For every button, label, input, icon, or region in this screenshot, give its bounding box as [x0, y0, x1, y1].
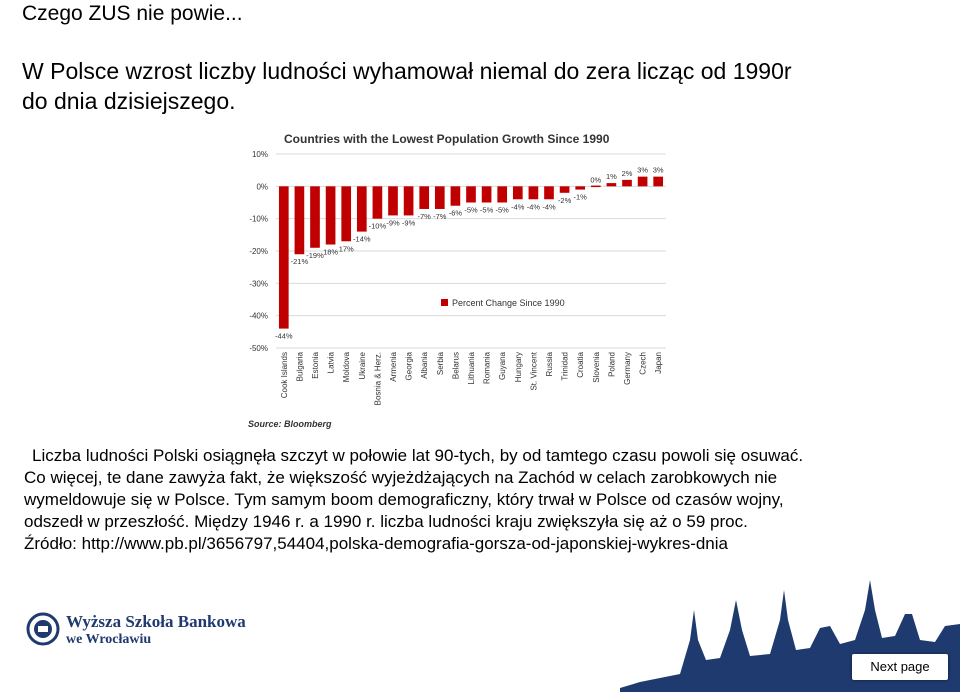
bar-value-label: -14% — [353, 234, 371, 244]
x-tick-label: Japan — [654, 352, 664, 374]
bar-value-label: -2% — [557, 195, 572, 205]
x-tick-label: Lithuania — [467, 352, 476, 385]
body-text — [24, 445, 944, 555]
bar-value-label: -4% — [526, 202, 541, 212]
bar-czech — [638, 177, 648, 187]
x-tick-label: Serbia — [435, 352, 445, 376]
x-axis-tick-labels — [280, 351, 663, 405]
bar-value-label: -4% — [511, 202, 525, 212]
x-tick-label: Slovenia — [591, 352, 601, 383]
body-line-5: Źródło: http://www.pb.pl/3656797,54404,polska-demografia-gorsza-od-japonskiej-wykres-dnia — [24, 534, 728, 553]
bar-guyana — [497, 186, 507, 202]
x-tick-label: St. Vincent — [529, 352, 539, 391]
y-tick-label: 0% — [256, 182, 268, 192]
bar-value-label: -9% — [386, 218, 400, 228]
y-tick-label: -10% — [249, 214, 268, 224]
x-tick-label: Croatia — [576, 352, 586, 378]
x-tick-label: Belarus — [451, 352, 461, 380]
x-tick-label: Hungary — [513, 352, 523, 383]
x-tick-label: Trinidad — [560, 352, 570, 381]
bar-poland — [607, 183, 617, 186]
y-tick-label: -30% — [249, 279, 268, 289]
x-tick-label: Cook Islands — [279, 352, 289, 399]
bar-albania — [419, 186, 429, 209]
bar-ukraine — [357, 186, 367, 231]
bar-estonia — [310, 186, 320, 247]
x-tick-label: Germany — [623, 352, 632, 385]
chart-source: Source: Bloomberg — [248, 419, 332, 429]
body-line-2: Co więcej, te dane zawyża fakt, że większość wyjeżdżających na Zachód w celach zarobkowych nie — [24, 468, 778, 487]
lead-line-2: do dnia dzisiejszego. — [22, 88, 236, 114]
legend-label: Percent Change Since 1990 — [452, 298, 565, 308]
bar-value-label: -4% — [542, 202, 556, 212]
y-tick-label: 10% — [251, 150, 268, 159]
bar-value-label: 2% — [621, 168, 633, 178]
bar-st-vincent — [529, 186, 539, 199]
next-page-button[interactable]: Next page — [852, 654, 948, 680]
body-line-4: odszedł w przeszłość. Między 1946 r. a 1990 r. liczba ludności kraju zwiększyła się aż o 59 proc. — [24, 512, 748, 531]
x-tick-label: Russia — [545, 352, 554, 377]
x-tick-label: Bulgaria — [295, 352, 305, 382]
bar-value-label: -21% — [290, 257, 309, 267]
lead-text — [22, 56, 942, 116]
x-tick-label: Armenia — [389, 352, 398, 382]
bar-value-label: -9% — [401, 218, 416, 228]
x-tick-label: Bosnia & Herz. — [373, 352, 383, 406]
bar-value-label: 1% — [605, 172, 617, 182]
x-tick-label: Poland — [607, 352, 617, 377]
bar-value-label: -44% — [275, 331, 293, 341]
bar-value-label: -10% — [368, 221, 387, 231]
bar-georgia — [404, 186, 414, 215]
x-tick-label: Georgia — [404, 352, 414, 381]
x-tick-label: Czech — [638, 352, 648, 375]
bar-lithuania — [466, 186, 476, 202]
bar-trinidad — [560, 186, 570, 192]
bar-belarus — [451, 186, 461, 205]
university-emblem-icon — [26, 612, 60, 646]
x-tick-label: Ukraine — [357, 352, 367, 380]
bar-russia — [544, 186, 554, 199]
university-logo — [26, 608, 256, 656]
bar-value-label: -7% — [433, 211, 447, 221]
logo-line-2: we Wrocławiu — [66, 632, 152, 647]
bar-slovenia — [591, 186, 601, 188]
bar-value-label: 3% — [652, 165, 664, 175]
bar-bulgaria — [295, 186, 305, 254]
y-tick-label: -20% — [249, 247, 268, 256]
bar-value-label: -19% — [306, 250, 324, 260]
body-line-3: wymeldowuje się w Polsce. Tym samym boom demograficzny, który trwał w Polsce od czasów wojny, — [24, 490, 784, 509]
population-growth-chart — [238, 128, 678, 433]
bar-bosnia-herz- — [373, 186, 383, 218]
bar-cook-islands — [279, 186, 289, 328]
body-line-1: Liczba ludności Polski osiągnęła szczyt w połowie lat 90-tych, by od tamtego czasu powoli się osuwać. — [32, 446, 804, 465]
bar-value-label: -5% — [479, 205, 494, 215]
bar-serbia — [435, 186, 445, 209]
y-axis-tick-labels — [249, 150, 268, 353]
bar-value-label: 18% — [323, 247, 339, 257]
y-tick-label: -40% — [249, 311, 268, 321]
x-tick-label: Romania — [482, 352, 492, 385]
bar-value-label: -1% — [573, 192, 587, 202]
bar-croatia — [575, 186, 585, 189]
chart-title: Countries with the Lowest Population Growth Since 1990 — [284, 132, 610, 146]
x-tick-label: Albania — [420, 352, 430, 379]
bar-moldova — [341, 186, 351, 241]
bar-value-label: -6% — [448, 208, 463, 218]
bar-romania — [482, 186, 492, 202]
x-tick-label: Guyana — [498, 352, 508, 381]
y-tick-label: -50% — [249, 344, 268, 353]
bar-value-label: -5% — [495, 205, 509, 215]
x-tick-label: Latvia — [326, 352, 336, 374]
bar-armenia — [388, 186, 398, 215]
bar-value-label: 3% — [637, 165, 649, 175]
bar-latvia — [326, 186, 336, 244]
logo-line-1: Wyższa Szkoła Bankowa — [66, 612, 246, 631]
slide-title: Czego ZUS nie powie... — [22, 2, 243, 25]
lead-line-1: W Polsce wzrost liczby ludności wyhamował niemal do zera licząc od 1990r — [22, 58, 792, 84]
bar-value-label: -5% — [464, 205, 478, 215]
bar-value-label: -7% — [417, 211, 431, 221]
bar-value-label: 0% — [590, 175, 602, 185]
bar-hungary — [513, 186, 523, 199]
x-tick-label: Estonia — [311, 352, 320, 379]
legend-swatch — [441, 299, 448, 306]
x-tick-label: Moldova — [342, 352, 352, 383]
bar-germany — [622, 180, 632, 186]
bar-value-label: 17% — [338, 244, 354, 254]
bar-japan — [653, 177, 663, 187]
